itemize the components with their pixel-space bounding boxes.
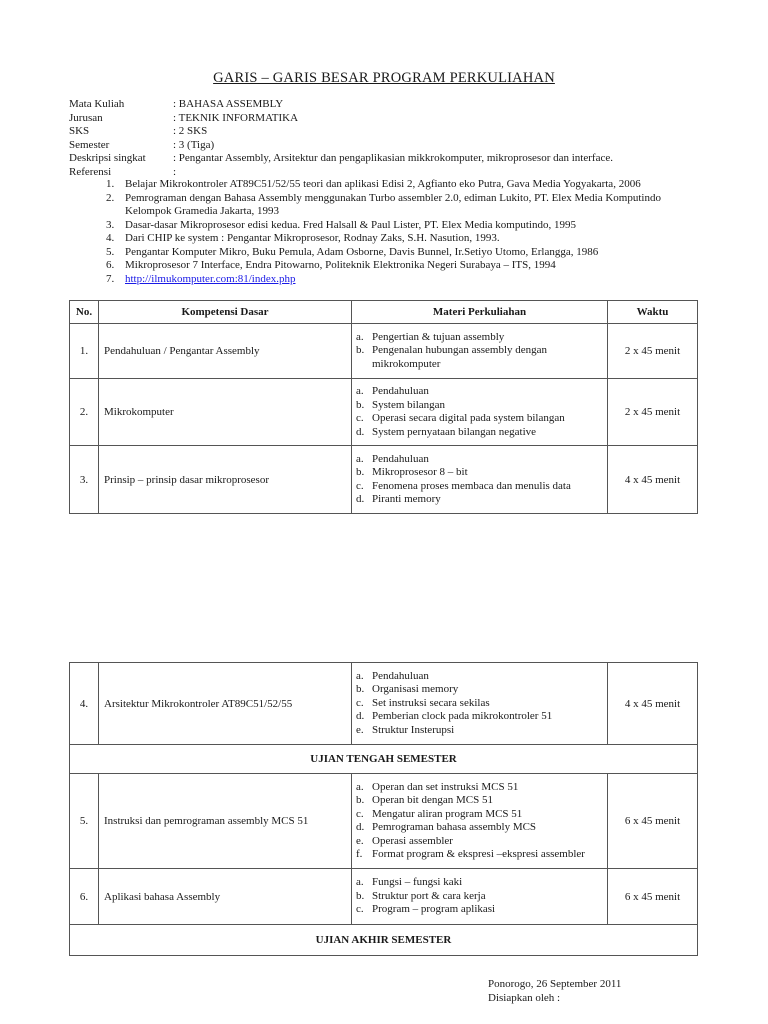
- reference-item: [106, 246, 706, 260]
- reference-item: [106, 192, 706, 219]
- reference-text: Mikroprosesor 7 Interface, Endra Pitowarno, Politeknik Elektronika Negeri Surabaya – ITS, 1994: [125, 259, 556, 271]
- materi-letter: e.: [356, 834, 364, 847]
- reference-text: Pemrograman dengan Bahasa Assembly menggunakan Turbo assembler 2.0, ediman Lukito, PT. Elex Media Komputindo Kelompok Gramedia Jakarta, 1993: [125, 191, 661, 217]
- course-table-part-1: [69, 300, 698, 514]
- meta-value: : TEKNIK INFORMATIKA: [173, 111, 299, 124]
- row-number: 4.: [70, 663, 99, 745]
- materi-item: [352, 821, 607, 835]
- meta-row: [69, 98, 613, 112]
- materi-letter: d.: [356, 425, 365, 438]
- materi-text: Pemrograman bahasa assembly MCS: [372, 821, 537, 833]
- materi-text: Mengatur aliran program MCS 51: [372, 807, 523, 820]
- waktu-cell: 6 x 45 menit: [608, 774, 698, 869]
- document-title: GARIS – GARIS BESAR PROGRAM PERKULIAHAN: [213, 70, 555, 86]
- meta-label: Jurusan: [69, 111, 103, 124]
- reference-link[interactable]: http://ilmukomputer.com:81/index.php: [125, 272, 296, 285]
- materi-letter: f.: [356, 848, 363, 860]
- materi-item: [352, 724, 607, 738]
- meta-row: [69, 125, 613, 139]
- materi-text: Fenomena proses membaca dan menulis data: [372, 479, 571, 492]
- materi-letter: c.: [356, 696, 364, 709]
- signature-block: [488, 977, 621, 1005]
- materi-item: [352, 426, 607, 440]
- materi-text: Pemberian clock pada mikrokontroler 51: [372, 710, 553, 723]
- table-row: [70, 446, 698, 514]
- table-row: [70, 324, 698, 379]
- materi-cell: [352, 774, 608, 869]
- reference-number: 4.: [106, 232, 115, 244]
- materi-item: [352, 466, 607, 480]
- materi-item: [352, 710, 607, 724]
- materi-item: [352, 493, 607, 507]
- materi-letter: a.: [356, 669, 364, 682]
- materi-cell: [352, 324, 608, 379]
- materi-letter: b.: [356, 466, 365, 478]
- reference-text: Belajar Mikrokontroler AT89C51/52/55 teori dan aplikasi Edisi 2, Agfianto eko Putra, Gava Media Yogyakarta, 2006: [125, 178, 641, 190]
- materi-letter: c.: [356, 412, 364, 424]
- materi-item: [352, 453, 607, 467]
- reference-item: [106, 259, 706, 273]
- materi-letter: a.: [356, 385, 364, 397]
- materi-text: Operan dan set instruksi MCS 51: [372, 780, 519, 793]
- materi-item: [352, 344, 607, 371]
- reference-text: Dasar-dasar Mikroprosesor edisi kedua. Fred Halsall & Paul Lister, PT. Elex Media komputindo, 1995: [125, 218, 576, 231]
- reference-text: Pengantar Komputer Mikro, Buku Pemula, Adam Osborne, Davis Bunnel, Ir.Setiyo Utomo, Erlangga, 1986: [125, 245, 599, 258]
- materi-text: Program – program aplikasi: [372, 903, 496, 916]
- materi-text: Pendahuluan: [372, 452, 429, 465]
- course-meta: [69, 98, 613, 180]
- materi-letter: c.: [356, 479, 364, 492]
- reference-text: Dari CHIP ke system : Pengantar Mikroprosesor, Rodnay Zaks, S.H. Nasution, 1993.: [125, 232, 500, 244]
- kompetensi-cell: Instruksi dan pemrograman assembly MCS 51: [99, 774, 352, 869]
- reference-list: [106, 178, 706, 286]
- materi-item: [352, 480, 607, 494]
- materi-text: Pendahuluan: [372, 669, 429, 682]
- materi-text: Pengenalan hubungan assembly dengan mikrokomputer: [372, 344, 548, 370]
- waktu-cell: 4 x 45 menit: [608, 663, 698, 745]
- meta-value: : Pengantar Assembly, Arsitektur dan pengaplikasian mikkrokomputer, mikroprosesor dan interface.: [173, 152, 613, 165]
- row-number: 1.: [70, 324, 99, 379]
- table-row: [70, 663, 698, 745]
- place-date: Ponorogo, 26 September 2011: [488, 978, 622, 990]
- materi-item: [352, 808, 607, 822]
- kompetensi-cell: Mikrokomputer: [99, 379, 352, 446]
- row-number: 2.: [70, 379, 99, 446]
- materi-text: Pengertian & tujuan assembly: [372, 330, 505, 343]
- meta-label: Mata Kuliah: [69, 98, 125, 110]
- materi-letter: e.: [356, 723, 364, 736]
- meta-value: : 2 SKS: [173, 125, 208, 138]
- meta-label: Referensi: [69, 165, 112, 178]
- materi-text: Operasi assembler: [372, 834, 453, 847]
- materi-text: Struktur Insterupsi: [372, 723, 455, 736]
- reference-item: [106, 273, 706, 287]
- waktu-cell: 2 x 45 menit: [608, 324, 698, 379]
- materi-item: [352, 385, 607, 399]
- reference-item: [106, 219, 706, 233]
- meta-value: :: [173, 165, 177, 178]
- materi-item: [352, 670, 607, 684]
- materi-text: Organisasi memory: [372, 683, 459, 696]
- meta-row: [69, 112, 613, 126]
- materi-cell: [352, 446, 608, 514]
- materi-item: [352, 794, 607, 808]
- materi-item: [352, 683, 607, 697]
- row-number: 5.: [70, 774, 99, 869]
- materi-item: [352, 903, 607, 917]
- materi-text: System bilangan: [372, 398, 446, 411]
- table-row: [70, 774, 698, 869]
- kompetensi-cell: Aplikasi bahasa Assembly: [99, 869, 352, 925]
- materi-item: [352, 331, 607, 345]
- materi-letter: a.: [356, 780, 364, 793]
- materi-cell: [352, 379, 608, 446]
- waktu-cell: 4 x 45 menit: [608, 446, 698, 514]
- materi-item: [352, 412, 607, 426]
- materi-text: Fungsi – fungsi kaki: [372, 876, 463, 889]
- meta-row: [69, 152, 613, 166]
- materi-letter: a.: [356, 876, 364, 889]
- materi-text: Piranti memory: [372, 493, 441, 505]
- materi-letter: a.: [356, 452, 364, 465]
- materi-letter: b.: [356, 683, 365, 696]
- row-number: 3.: [70, 446, 99, 514]
- materi-letter: a.: [356, 330, 364, 343]
- kompetensi-cell: Arsitektur Mikrokontroler AT89C51/52/55: [99, 663, 352, 745]
- kompetensi-cell: Prinsip – prinsip dasar mikroprosesor: [99, 446, 352, 514]
- header-no: No.: [70, 301, 99, 324]
- materi-item: [352, 835, 607, 849]
- uas-label: UJIAN AKHIR SEMESTER: [70, 925, 698, 956]
- materi-text: Operan bit dengan MCS 51: [372, 794, 493, 806]
- materi-text: Set instruksi secara sekilas: [372, 696, 490, 709]
- materi-letter: c.: [356, 807, 364, 820]
- waktu-cell: 6 x 45 menit: [608, 869, 698, 925]
- meta-label: Deskripsi singkat: [69, 152, 146, 165]
- table-row: [70, 379, 698, 446]
- materi-cell: [352, 663, 608, 745]
- materi-cell: [352, 869, 608, 925]
- materi-letter: d.: [356, 710, 365, 723]
- materi-item: [352, 697, 607, 711]
- reference-item: [106, 232, 706, 246]
- materi-letter: c.: [356, 903, 364, 916]
- reference-number: 5.: [106, 245, 115, 258]
- table-header-row: [70, 301, 698, 324]
- meta-label: Semester: [69, 138, 110, 151]
- meta-label: SKS: [69, 125, 90, 138]
- materi-text: Pendahuluan: [372, 385, 429, 397]
- course-table-part-2: [69, 662, 698, 956]
- materi-item: [352, 876, 607, 890]
- materi-text: System pernyataan bilangan negative: [372, 425, 537, 438]
- reference-number: 2.: [106, 191, 115, 204]
- uas-row: [70, 925, 698, 956]
- meta-value: : BAHASA ASSEMBLY: [173, 98, 284, 110]
- reference-number: 1.: [106, 178, 115, 190]
- materi-letter: b.: [356, 794, 365, 806]
- materi-text: Format program & ekspresi –ekspresi assembler: [372, 848, 585, 860]
- header-waktu: Waktu: [608, 301, 698, 324]
- waktu-cell: 2 x 45 menit: [608, 379, 698, 446]
- reference-number: 3.: [106, 218, 115, 231]
- materi-letter: b.: [356, 344, 365, 357]
- uts-row: [70, 745, 698, 774]
- materi-letter: b.: [356, 889, 365, 902]
- header-kompetensi: Kompetensi Dasar: [99, 301, 352, 324]
- materi-text: Struktur port & cara kerja: [372, 889, 486, 902]
- table-row: [70, 869, 698, 925]
- materi-item: [352, 848, 607, 862]
- reference-number: 6.: [106, 259, 115, 271]
- materi-text: Mikroprosesor 8 – bit: [372, 466, 468, 478]
- kompetensi-cell: Pendahuluan / Pengantar Assembly: [99, 324, 352, 379]
- materi-letter: b.: [356, 398, 365, 411]
- meta-row: [69, 139, 613, 153]
- header-materi: Materi Perkuliahan: [352, 301, 608, 324]
- materi-text: Operasi secara digital pada system bilangan: [372, 412, 565, 424]
- materi-item: [352, 399, 607, 413]
- materi-item: [352, 781, 607, 795]
- uts-label: UJIAN TENGAH SEMESTER: [70, 745, 698, 774]
- materi-letter: d.: [356, 493, 365, 505]
- materi-letter: d.: [356, 821, 365, 833]
- reference-number: 7.: [106, 272, 115, 285]
- row-number: 6.: [70, 869, 99, 925]
- prepared-by: Disiapkan oleh :: [488, 992, 561, 1004]
- materi-item: [352, 890, 607, 904]
- reference-item: [106, 178, 706, 192]
- meta-value: : 3 (Tiga): [173, 138, 215, 151]
